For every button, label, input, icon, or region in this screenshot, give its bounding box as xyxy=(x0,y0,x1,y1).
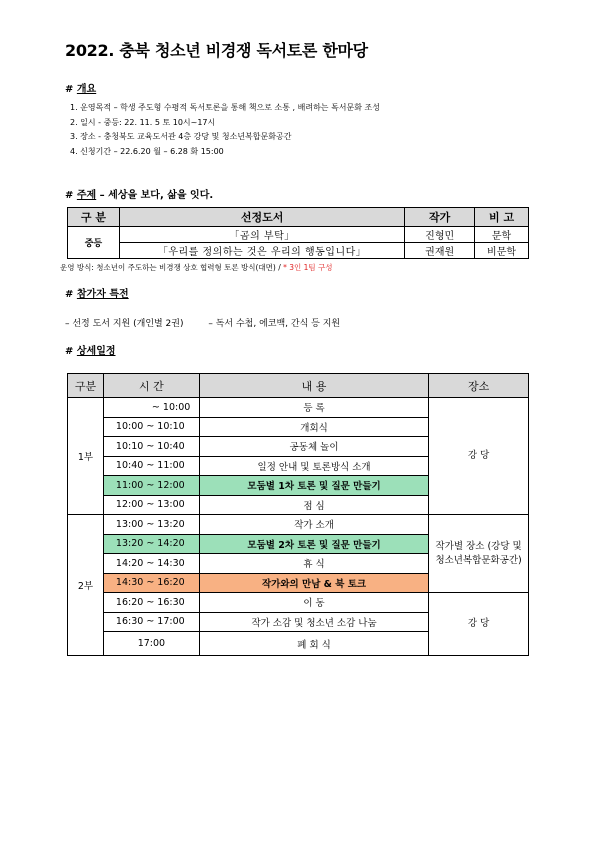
schedule-time: 16:30 ~ 17:00 xyxy=(103,612,199,632)
book-author: 진형민 xyxy=(405,227,475,243)
schedule-time: 14:30 ~ 16:20 xyxy=(103,573,199,593)
schedule-content: 폐 회 식 xyxy=(199,632,428,656)
overview-heading xyxy=(65,80,96,95)
schedule-time: 17:00 xyxy=(103,632,199,656)
schedule-heading xyxy=(65,342,116,357)
schedule-table xyxy=(67,373,529,656)
schedule-part-1: 1부 xyxy=(68,398,104,515)
schedule-place: 작가별 장소 (강당 및 청소년복합문화공간) xyxy=(429,515,529,593)
schedule-content: 이 동 xyxy=(199,593,428,613)
schedule-content: 작가 소감 및 청소년 소감 나눔 xyxy=(199,612,428,632)
schedule-time: 10:00 ~ 10:10 xyxy=(103,417,199,437)
page-title: 2022. 충북 청소년 비경쟁 독서토론 한마당 xyxy=(65,41,368,60)
schedule-part-2: 2부 xyxy=(68,515,104,656)
schedule-header-content: 내 용 xyxy=(199,374,428,398)
heading-prefix: # xyxy=(65,289,74,300)
schedule-content: 모둠별 1차 토론 및 질문 만들기 xyxy=(199,476,428,496)
schedule-place: 강 당 xyxy=(429,593,529,656)
schedule-time: 16:20 ~ 16:30 xyxy=(103,593,199,613)
overview-heading-label: 개요 xyxy=(76,84,97,95)
book-title: 「우리를 정의하는 것은 우리의 행동입니다」 xyxy=(119,243,404,259)
schedule-content: 모둠별 2차 토론 및 질문 만들기 xyxy=(199,534,428,554)
schedule-header-part: 구분 xyxy=(68,374,104,398)
overview-item: 4. 신청기간 – 22.6.20 월 – 6.28 화 15:00 xyxy=(70,146,224,156)
schedule-content: 공동체 놀이 xyxy=(199,437,428,457)
books-header-level: 구 분 xyxy=(68,208,120,227)
benefit-list xyxy=(65,316,340,329)
books-header-note: 비 고 xyxy=(475,208,529,227)
schedule-time: 11:00 ~ 12:00 xyxy=(103,476,199,496)
schedule-time: ~ 10:00 xyxy=(103,398,199,418)
schedule-time: 14:20 ~ 14:30 xyxy=(103,554,199,574)
operation-note-text: 운영 방식: 청소년이 주도하는 비경쟁 상호 협력형 토론 방식(대면) / xyxy=(60,263,284,272)
schedule-time: 10:10 ~ 10:40 xyxy=(103,437,199,457)
schedule-content: 작가 소개 xyxy=(199,515,428,535)
benefit-item: – 독서 수첩, 에코백, 간식 등 지원 xyxy=(208,319,341,329)
books-header-author: 작가 xyxy=(405,208,475,227)
schedule-content: 휴 식 xyxy=(199,554,428,574)
overview-item: 3. 장소 - 충청북도 교육도서관 4층 강당 및 청소년복합문화공간 xyxy=(70,132,292,141)
overview-item: 2. 일시 - 중등: 22. 11. 5 토 10시~17시 xyxy=(70,117,216,127)
team-note: * 3인 1팀 구성 xyxy=(283,263,333,272)
books-header-title: 선정도서 xyxy=(119,208,404,227)
heading-prefix: # xyxy=(65,84,74,95)
benefit-item: – 선정 도서 지원 (개인별 2권) xyxy=(65,319,184,329)
schedule-content: 작가와의 만남 & 북 토크 xyxy=(199,573,428,593)
schedule-time: 10:40 ~ 11:00 xyxy=(103,456,199,476)
theme-heading-label: 주제 xyxy=(76,190,97,201)
heading-prefix: # xyxy=(65,190,74,201)
book-title: 「곰의 부탁」 xyxy=(119,227,404,243)
schedule-time: 13:00 ~ 13:20 xyxy=(103,515,199,535)
schedule-content: 일정 안내 및 토론방식 소개 xyxy=(199,456,428,476)
books-level: 중등 xyxy=(68,227,120,259)
overview-item: 1. 운영목적 – 학생 주도형 수평적 독서토론을 통해 책으로 소통 , 배려하는 독서문화 조성 xyxy=(70,103,380,112)
schedule-content: 개회식 xyxy=(199,417,428,437)
overview-list xyxy=(70,101,380,159)
schedule-place: 강 당 xyxy=(429,398,529,515)
book-author: 권재원 xyxy=(405,243,475,259)
schedule-content: 점 심 xyxy=(199,495,428,515)
book-note: 문학 xyxy=(475,227,529,243)
schedule-heading-label: 상세일정 xyxy=(76,346,116,357)
books-table xyxy=(67,207,529,259)
schedule-header-place: 장소 xyxy=(429,374,529,398)
heading-prefix: # xyxy=(65,346,74,357)
schedule-header-time: 시 간 xyxy=(103,374,199,398)
benefit-heading xyxy=(65,285,129,300)
benefit-heading-label: 참가자 특전 xyxy=(76,289,129,300)
book-note: 비문학 xyxy=(475,243,529,259)
operation-note xyxy=(60,262,333,273)
theme-heading xyxy=(65,186,213,201)
schedule-content: 등 록 xyxy=(199,398,428,418)
schedule-time: 13:20 ~ 14:20 xyxy=(103,534,199,554)
theme-text: – 세상을 보다, 삶을 잇다. xyxy=(96,190,214,201)
schedule-time: 12:00 ~ 13:00 xyxy=(103,495,199,515)
